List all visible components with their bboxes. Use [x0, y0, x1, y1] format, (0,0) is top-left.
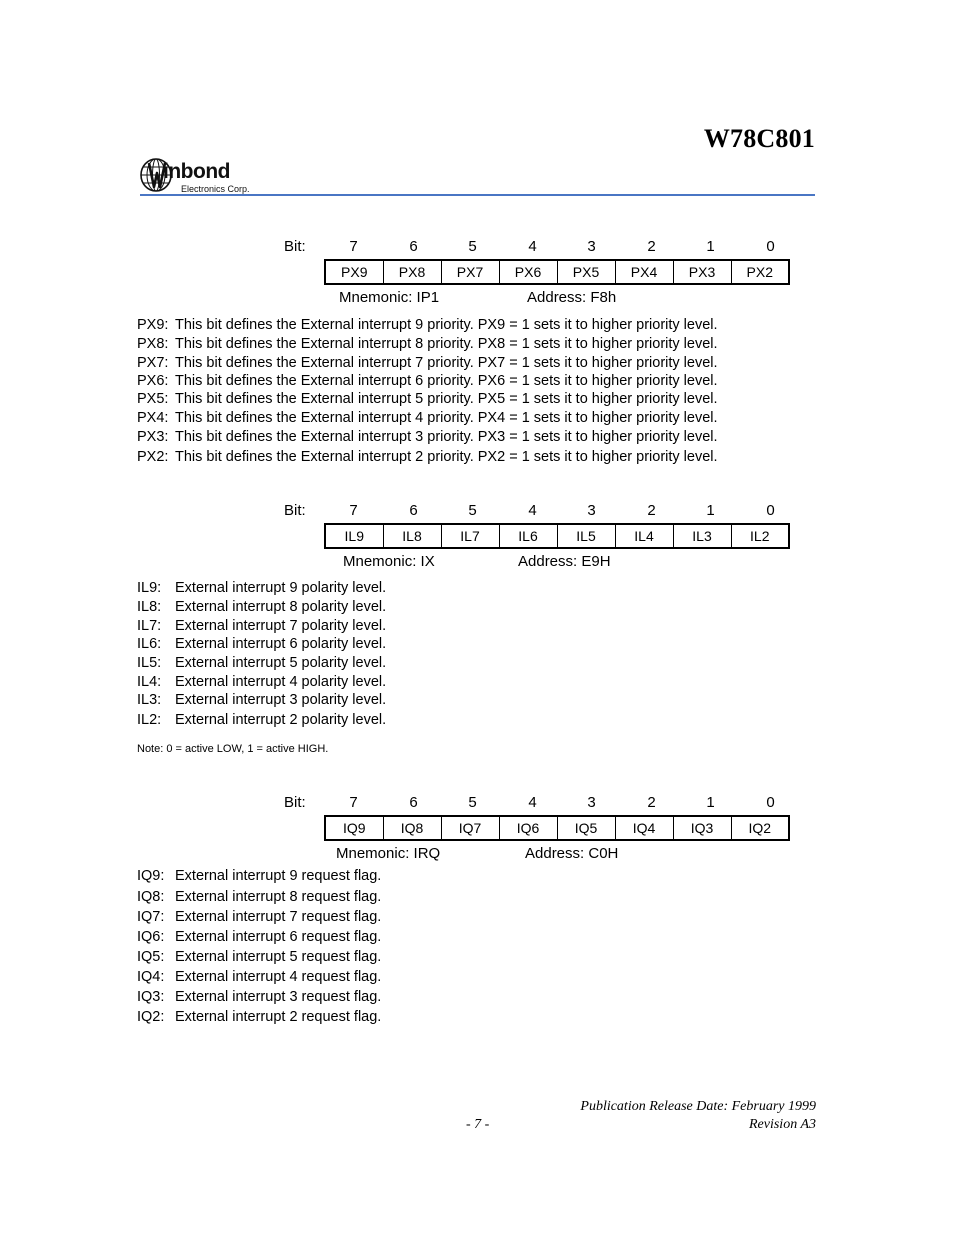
publication-date: Publication Release Date: February 1999 — [580, 1099, 816, 1114]
description-line: IL3: External interrupt 3 polarity level. — [137, 692, 387, 708]
bit-cell: IQ3 — [673, 816, 731, 840]
bit-cell: IQ7 — [441, 816, 499, 840]
mnemonic: Mnemonic: IX — [343, 553, 435, 570]
bit-cell: IL5 — [557, 524, 615, 548]
revision: Revision A3 — [748, 1117, 816, 1132]
bit-label: Bit: — [284, 502, 306, 519]
register-bit-table — [324, 523, 790, 549]
bit-number: 5 — [468, 794, 477, 811]
bit-cell: PX6 — [499, 260, 557, 284]
register-bit-table — [324, 815, 790, 841]
logo-subtitle: Electronics Corp. — [181, 184, 250, 194]
bit-cell: PX9 — [325, 260, 383, 284]
bit-cell: IQ8 — [383, 816, 441, 840]
winbond-logo — [140, 157, 260, 195]
description-line: PX9: This bit defines the External interrupt 9 priority. PX9 = 1 sets it to higher priority level. — [137, 317, 718, 333]
description-line: PX3: This bit defines the External interrupt 3 priority. PX3 = 1 sets it to higher priority level. — [137, 429, 718, 445]
bit-label: Bit: — [284, 794, 306, 811]
bit-cell: IL8 — [383, 524, 441, 548]
bit-cell: IL4 — [615, 524, 673, 548]
bit-label: Bit: — [284, 238, 306, 255]
bit-number: 3 — [587, 238, 596, 255]
header-rule — [140, 194, 815, 196]
bit-number: 1 — [706, 238, 715, 255]
description-line: IL4: External interrupt 4 polarity level. — [137, 674, 387, 690]
document-title: W78C801 — [703, 124, 815, 153]
description-line: IL9: External interrupt 9 polarity level. — [137, 580, 387, 596]
bit-cell: PX5 — [557, 260, 615, 284]
bit-number: 0 — [766, 238, 775, 255]
description-line: IQ9: External interrupt 9 request flag. — [137, 868, 382, 884]
bit-number: 4 — [528, 238, 537, 255]
bit-cell: PX2 — [731, 260, 789, 284]
bit-cell: IL6 — [499, 524, 557, 548]
bit-number: 1 — [706, 794, 715, 811]
bit-number: 0 — [766, 794, 775, 811]
bit-number: 2 — [647, 794, 656, 811]
description-line: IQ6: External interrupt 6 request flag. — [137, 929, 382, 945]
description-line: PX5: This bit defines the External interrupt 5 priority. PX5 = 1 sets it to higher priority level. — [137, 391, 718, 407]
bit-cell: IQ5 — [557, 816, 615, 840]
address: Address: C0H — [525, 845, 619, 862]
bit-cell: IQ6 — [499, 816, 557, 840]
description-line: IQ2: External interrupt 2 request flag. — [137, 1009, 382, 1025]
address: Address: E9H — [518, 553, 611, 570]
description-line: IL7: External interrupt 7 polarity level. — [137, 618, 387, 634]
bit-cell: IL3 — [673, 524, 731, 548]
bit-number: 6 — [409, 238, 418, 255]
description-line: IL6: External interrupt 6 polarity level. — [137, 636, 387, 652]
bit-number: 2 — [647, 238, 656, 255]
description-line: PX7: This bit defines the External interrupt 7 priority. PX7 = 1 sets it to higher priority level. — [137, 355, 718, 371]
description-line: IL2: External interrupt 2 polarity level. — [137, 712, 387, 728]
bit-cell: IL2 — [731, 524, 789, 548]
mnemonic: Mnemonic: IRQ — [336, 845, 441, 862]
description-line: PX2: This bit defines the External interrupt 2 priority. PX2 = 1 sets it to higher priority level. — [137, 449, 718, 465]
description-line: IQ3: External interrupt 3 request flag. — [137, 989, 382, 1005]
bit-cell: IQ9 — [325, 816, 383, 840]
bit-number: 7 — [349, 502, 358, 519]
bit-cell: IQ2 — [731, 816, 789, 840]
description-line: IL5: External interrupt 5 polarity level. — [137, 655, 387, 671]
bit-number: 3 — [587, 502, 596, 519]
bit-number: 7 — [349, 238, 358, 255]
bit-cell: PX3 — [673, 260, 731, 284]
bit-cell: PX8 — [383, 260, 441, 284]
polarity-note: Note: 0 = active LOW, 1 = active HIGH. — [137, 743, 329, 755]
bit-cell: PX7 — [441, 260, 499, 284]
bit-cell: PX4 — [615, 260, 673, 284]
bit-cell: IQ4 — [615, 816, 673, 840]
description-line: IQ8: External interrupt 8 request flag. — [137, 889, 382, 905]
logo-wordmark: inbond — [163, 160, 230, 183]
bit-number: 4 — [528, 794, 537, 811]
bit-number: 5 — [468, 238, 477, 255]
address: Address: F8h — [527, 289, 617, 306]
mnemonic: Mnemonic: IP1 — [339, 289, 440, 306]
description-line: PX6: This bit defines the External interrupt 6 priority. PX6 = 1 sets it to higher priority level. — [137, 373, 718, 389]
description-line: PX8: This bit defines the External interrupt 8 priority. PX8 = 1 sets it to higher priority level. — [137, 336, 718, 352]
bit-number: 0 — [766, 502, 775, 519]
page-number: - 7 - — [466, 1117, 490, 1132]
bit-number: 2 — [647, 502, 656, 519]
bit-number: 1 — [706, 502, 715, 519]
description-line: IQ4: External interrupt 4 request flag. — [137, 969, 382, 985]
bit-number: 6 — [409, 502, 418, 519]
bit-number: 6 — [409, 794, 418, 811]
description-line: PX4: This bit defines the External interrupt 4 priority. PX4 = 1 sets it to higher priority level. — [137, 410, 718, 426]
bit-number: 3 — [587, 794, 596, 811]
bit-cell: IL9 — [325, 524, 383, 548]
description-line: IQ5: External interrupt 5 request flag. — [137, 949, 382, 965]
bit-cell: IL7 — [441, 524, 499, 548]
bit-number: 5 — [468, 502, 477, 519]
bit-number: 4 — [528, 502, 537, 519]
description-line: IL8: External interrupt 8 polarity level. — [137, 599, 387, 615]
register-bit-table — [324, 259, 790, 285]
bit-number: 7 — [349, 794, 358, 811]
description-line: IQ7: External interrupt 7 request flag. — [137, 909, 382, 925]
